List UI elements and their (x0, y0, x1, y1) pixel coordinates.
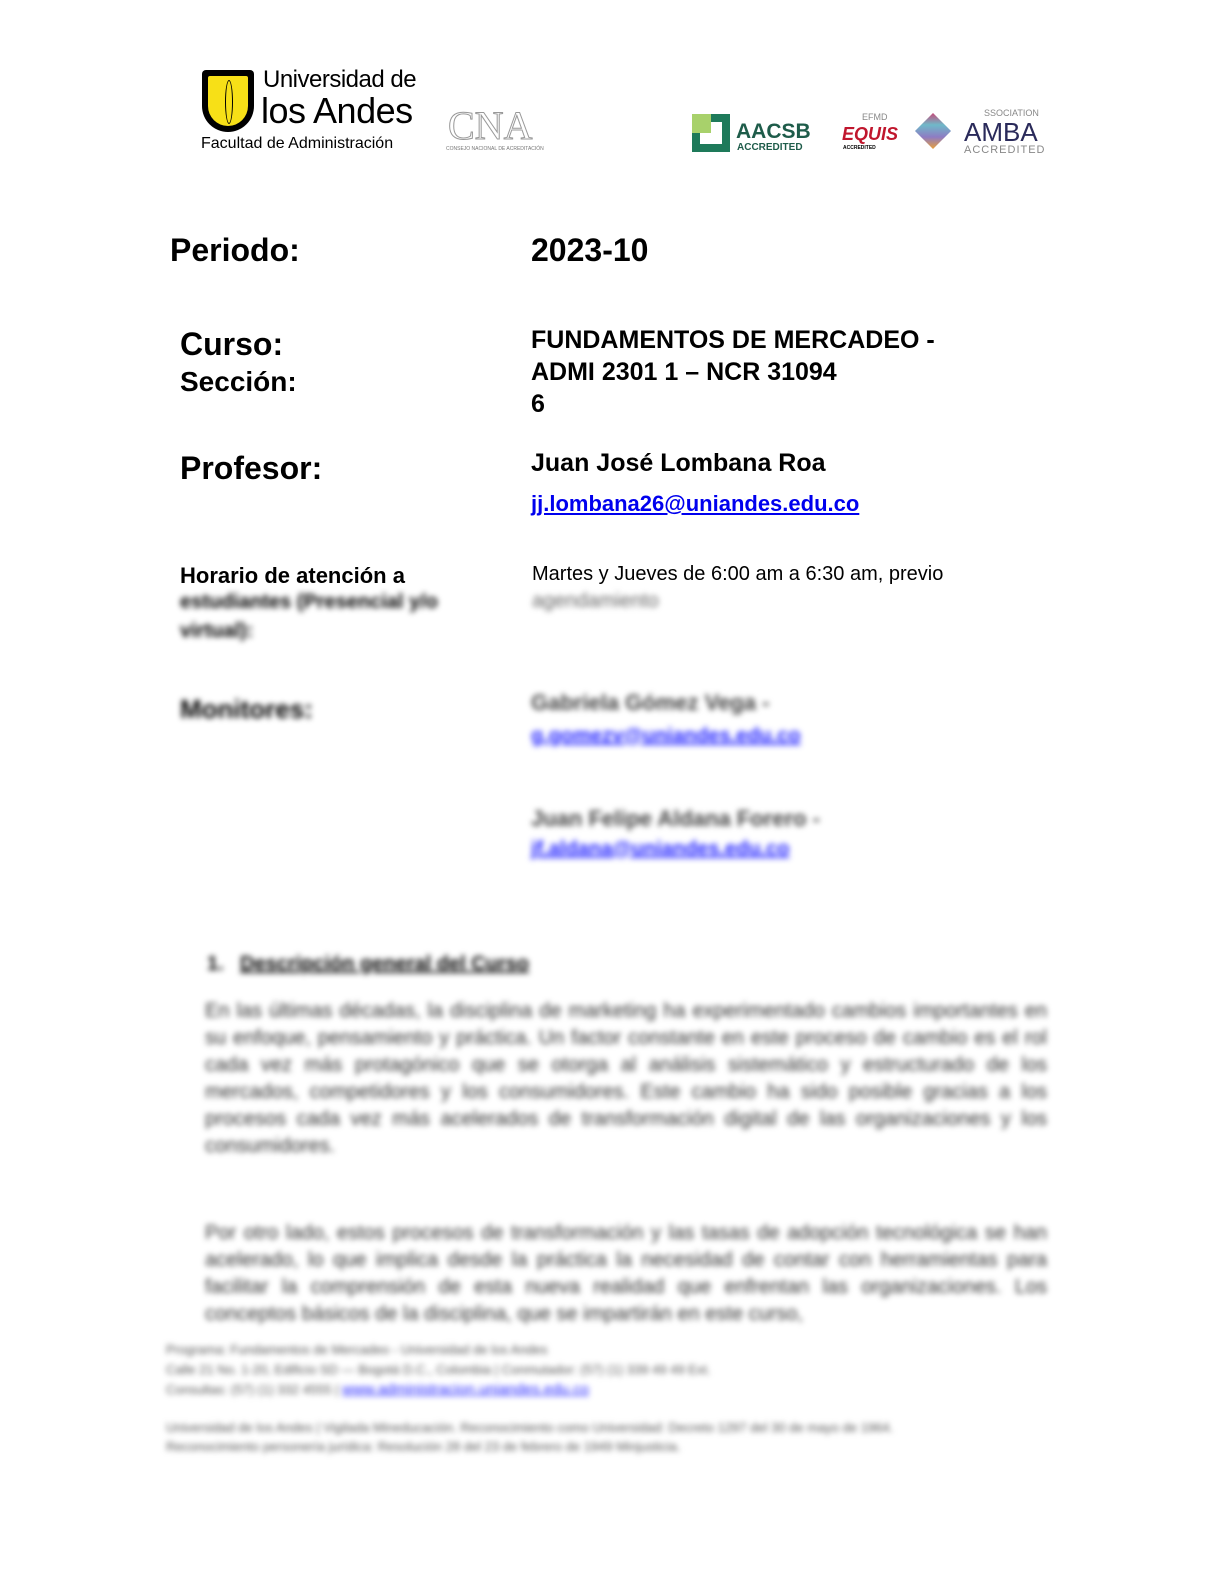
equis-sub: ACCREDITED (843, 145, 876, 151)
monitores-label: Monitores: (180, 694, 313, 724)
footer-line2: Calle 21 No. 1-20, Edificio SD — Bogotá D.C., Colombia | Conmutador: (57) (1) 339 49 49 Ext. (166, 1362, 711, 1377)
aacsb-sub: ACCREDITED (737, 142, 803, 153)
cna-subtitle: CONSEJO NACIONAL DE ACREDITACIÓN (446, 146, 544, 152)
monitor1-name: Gabriela Gómez Vega - (531, 690, 770, 715)
aacsb-logo: AACSB (736, 120, 811, 143)
equis-logo: EQUIS (842, 124, 899, 144)
amba-sub: ACCREDITED (964, 144, 1046, 156)
uniandes-shield-icon (202, 70, 254, 132)
periodo-value: 2023-10 (531, 232, 649, 268)
footer-line1: Programa: Fundamentos de Mercadeo - Universidad de los Andes (166, 1342, 548, 1357)
amba-logo: AMBA (964, 117, 1038, 147)
footer-website-link[interactable]: www.administracion.uniandes.edu.co (342, 1381, 589, 1398)
seccion-value: 6 (531, 390, 545, 418)
profesor-label: Profesor: (180, 450, 323, 486)
horario-label-line2: estudiantes (Presencial y/o (180, 591, 438, 613)
profesor-email-link[interactable]: jj.lombana26@uniandes.edu.co (531, 491, 860, 516)
curso-line1: FUNDAMENTOS DE MERCADEO - (531, 326, 935, 354)
amba-top: SSOCIATION (984, 108, 1039, 118)
horario-value-line2: agendamiento (532, 590, 659, 612)
footer-line4: Universidad de los Andes | Vigilada Mineducación. Reconocimiento como Universidad: Decreto 1297 del 30 de mayo de 1964. (166, 1420, 894, 1435)
section-paragraph-1: En las últimas décadas, la disciplina de marketing ha experimentado cambios importantes en su enfoque, pensamiento y práctica. Un factor constante en este proceso de cambio es el rol cada vez más protagónico que se otorga al análisis sistemático y estructurado de los mercados, competidores y los consumidores. Este cambio ha sido posible gracias a los procesos cada vez más acelerados de transformación digital de las organizaciones y los consumidores. (205, 1000, 1047, 1157)
section-number: 1. (207, 953, 224, 975)
horario-label-line3: virtual): (180, 620, 254, 642)
curso-line2: ADMI 2301 1 – NCR 31094 (531, 358, 837, 386)
profesor-name: Juan José Lombana Roa (531, 449, 826, 477)
section-title: Descripción general del Curso (240, 953, 529, 975)
logo-text: Universidad de (263, 66, 417, 93)
monitor2-name: Juan Felipe Aldana Forero - (531, 806, 820, 831)
monitor1-email-link[interactable]: g.gomezv@uniandes.edu.co (531, 725, 801, 747)
seccion-label: Sección: (180, 366, 297, 397)
footer-line3 (166, 1380, 589, 1400)
logo-faculty: Facultad de Administración (201, 135, 394, 152)
section-paragraph-2: Por otro lado, estos procesos de transformación y las tasas de adopción tecnológica se han acelerado, lo que implica desde la práctica la necesidad de contar con herramientas para facilitar la comprensión de esta nueva realidad que enfrentan las organizaciones. Los conceptos básicos de la disciplina, que se impartirán en este curso, (205, 1222, 1047, 1325)
logo-text: los Andes (261, 90, 413, 131)
horario-value: Martes y Jueves de 6:00 am a 6:30 am, previo (532, 563, 944, 585)
equis-top: EFMD (862, 112, 888, 122)
periodo-label: Periodo: (170, 232, 300, 268)
curso-label: Curso: (180, 326, 284, 362)
aacsb-icon (692, 114, 730, 152)
monitor2-email-link[interactable]: jf.aldana@uniandes.edu.co (531, 838, 790, 860)
footer-line5: Reconocimiento personería jurídica: Resolución 28 del 23 de febrero de 1949 Minjusticia. (166, 1439, 681, 1454)
footer-phone: Consultas: (57) (1) 332 4555 | (166, 1382, 339, 1397)
horario-label: Horario de atención a (180, 563, 405, 588)
amba-diamond-icon (915, 113, 951, 149)
cna-logo: CNA (448, 103, 533, 148)
